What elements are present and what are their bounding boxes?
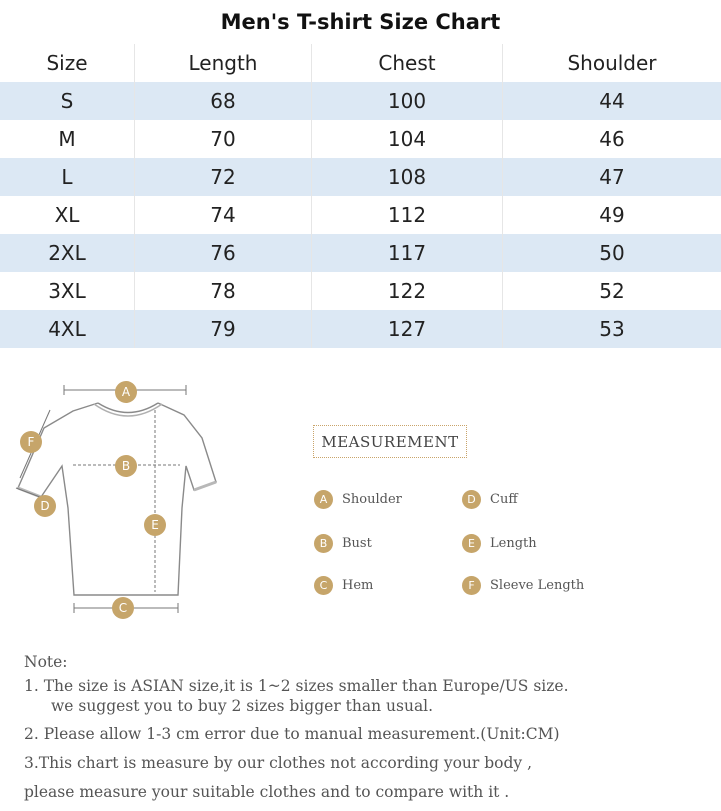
- legend-item-hem: [314, 576, 373, 595]
- cell-length: 68: [135, 82, 312, 120]
- letter-c-icon: C: [314, 576, 333, 595]
- header-shoulder: Shoulder: [503, 44, 721, 82]
- legend-item-shoulder: [314, 490, 402, 509]
- cell-chest: 100: [312, 82, 503, 120]
- cell-shoulder: 53: [503, 310, 721, 348]
- cell-shoulder: 47: [503, 158, 721, 196]
- label-e: E: [151, 518, 159, 532]
- label-d: D: [40, 499, 50, 513]
- legend-label: Sleeve Length: [490, 578, 585, 593]
- cell-shoulder: 52: [599, 279, 625, 303]
- table-row: [0, 310, 721, 348]
- cell-length: 72: [135, 158, 312, 196]
- label-c: C: [118, 601, 128, 615]
- size-table: [0, 44, 721, 348]
- legend-label: Shoulder: [342, 492, 402, 507]
- table-header-row: [0, 44, 721, 82]
- header-chest: Chest: [312, 44, 503, 82]
- table-row: [0, 82, 721, 120]
- cell-chest: 117: [312, 234, 503, 272]
- cell-chest: 104: [312, 120, 503, 158]
- note-3-line-2: please measure your suitable clothes and to compare with it .: [24, 783, 510, 801]
- cell-chest: 108: [312, 158, 503, 196]
- cell-chest: 127: [312, 310, 503, 348]
- measurement-heading: MEASUREMENT: [313, 425, 467, 458]
- legend-item-length: [462, 534, 537, 553]
- note-1-line-2: we suggest you to buy 2 sizes bigger than usual.: [51, 697, 434, 715]
- cell-length: 79: [135, 310, 312, 348]
- table-row: [0, 196, 721, 234]
- legend-label: Cuff: [490, 492, 518, 507]
- table-row: [0, 234, 721, 272]
- header-length: Length: [135, 44, 312, 82]
- label-f: F: [27, 435, 35, 449]
- cell-shoulder: 44: [503, 82, 721, 120]
- legend-item-bust: [314, 534, 372, 553]
- letter-f-icon: F: [462, 576, 481, 595]
- cell-shoulder: 49: [599, 203, 625, 227]
- legend-label: Length: [490, 536, 537, 551]
- cell-length: 74: [135, 196, 312, 234]
- legend-item-sleeve-length: [462, 576, 584, 595]
- table-row: [0, 272, 721, 310]
- table-row: [0, 158, 721, 196]
- notes-heading: Note:: [24, 653, 68, 671]
- letter-d-icon: D: [462, 490, 481, 509]
- note-2: 2. Please allow 1-3 cm error due to manual measurement.(Unit:CM): [24, 725, 560, 743]
- cell-size: XL: [0, 196, 135, 234]
- cell-size: M: [0, 120, 135, 158]
- cell-size: S: [0, 82, 135, 120]
- legend-label: Bust: [342, 536, 372, 551]
- tshirt-diagram: [0, 370, 230, 630]
- legend-item-cuff: [462, 490, 518, 509]
- chart-title: Men's T-shirt Size Chart: [0, 0, 721, 45]
- letter-b-icon: B: [314, 534, 333, 553]
- cell-length: 76: [135, 234, 312, 272]
- cell-size: L: [0, 158, 135, 196]
- letter-a-icon: A: [314, 490, 333, 509]
- header-size: Size: [0, 44, 135, 82]
- cell-shoulder: 50: [503, 234, 721, 272]
- cell-chest: 122: [312, 272, 503, 310]
- cell-size: 2XL: [0, 234, 135, 272]
- legend-label: Hem: [342, 578, 374, 593]
- note-1-line-1: 1. The size is ASIAN size,it is 1~2 sizes smaller than Europe/US size.: [24, 677, 569, 695]
- table-row: [0, 120, 721, 158]
- cell-length: 70: [135, 120, 312, 158]
- cell-size: 3XL: [0, 272, 135, 310]
- cell-chest: 112: [312, 196, 503, 234]
- label-b: B: [121, 459, 131, 473]
- label-a: A: [121, 385, 131, 399]
- cell-length: 78: [135, 272, 312, 310]
- letter-e-icon: E: [462, 534, 481, 553]
- cell-shoulder: 46: [599, 127, 625, 151]
- note-3-line-1: 3.This chart is measure by our clothes not according your body ,: [24, 754, 533, 772]
- cell-size: 4XL: [0, 310, 135, 348]
